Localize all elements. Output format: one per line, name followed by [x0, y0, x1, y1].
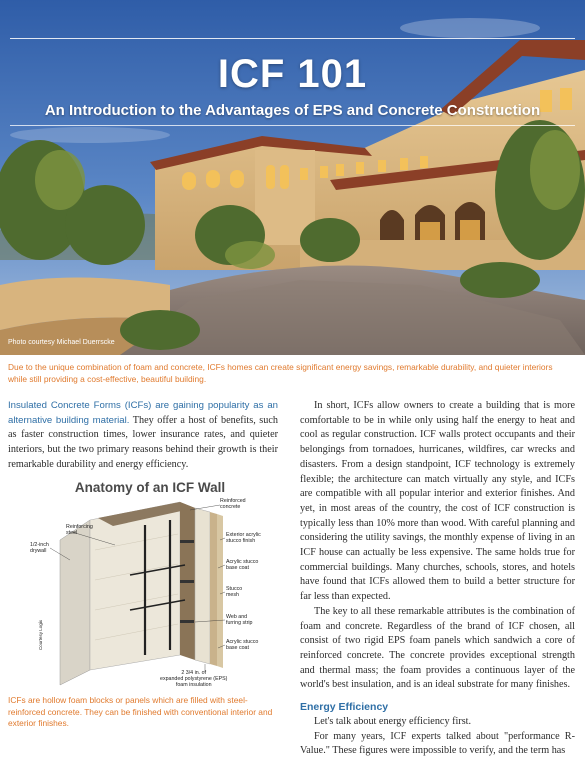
icf-wall-diagram: [20, 480, 280, 692]
intro-rest: They offer a host of benefits, such as faster construction times, lower insurance rates, and quieter interiors, but the two primary reasons behind their growth is their remarkable durability and energy efficiency.: [8, 414, 278, 470]
body-paragraph-1: In short, ICFs allow owners to create a building that is more comfortable to be in while only using half the energy to heat and cool as regular construction. ICF walls protect occupants and their belongings from tornadoes, hurricanes, wildfires, car wrecks and disasters. From a design standpoint, ICF technology is extremely flexible; the architecture can match virtually any style, and ICFs are compatible with all popular interior and exterior finishes. And yet, in most areas of the country, the cost of ICF construction is typically less than 10% more than wood. With careful planning and considering the utility savings, the monthly expense of living in an ICF house can actually be less expensive. The same holds true for commercial buildings. Many churches, schools, stores, and hotels have found that ICFs allowed them to build a better structure for far less than expected.: [300, 400, 575, 603]
page-subtitle: An Introduction to the Advantages of EPS and Concrete Construction: [44, 102, 541, 119]
right-column: [300, 399, 575, 759]
label-drywall: 1/2-inch drywall: [30, 542, 49, 555]
intro-paragraph: [8, 399, 278, 473]
body-paragraph-2: The key to all these remarkable attributes is the combination of foam and concrete. Regardless of the brand of ICF chosen, all consist of two rigid EPS foam panels which sandwich a core of reinforced concrete. The concrete provides exceptional strength and thermal mass; the foam provides a continuous layer of the world's best insulation, and is an ideal substrate for many finishes.: [300, 605, 575, 691]
diagram-title: Anatomy of an ICF Wall: [74, 480, 226, 495]
hero-top-rule: [10, 38, 575, 39]
photo-credit: Photo courtesy Michael Duerrscke: [8, 339, 115, 346]
label-exterior-finish: Exterior acrylic stucco finish: [226, 532, 261, 545]
label-foam-insulation: 2 3/4 in. of expanded polystyrene (EPS) foam insulation: [160, 670, 228, 689]
section-heading-energy: Energy Efficiency: [300, 701, 389, 714]
page-title: ICF 101: [217, 52, 368, 96]
label-reinforcing-steel: Reinforcing steel: [66, 524, 93, 537]
label-acrylic-base: Acrylic stucco base coat: [226, 639, 259, 652]
hero-photo: [0, 0, 585, 355]
body-paragraph-3: Let's talk about energy efficiency first.: [314, 716, 472, 728]
intro-highlight: Insulated Concrete Forms (ICFs) are gaining popularity as an alternative building material.: [8, 400, 278, 426]
label-web-strip: Web and furring strip: [226, 614, 253, 627]
label-base-coat: Acrylic stucco base coat: [226, 559, 259, 572]
body-paragraph-4: For many years, ICF experts talked about "performance R-Value." These figures were impossible to verify, and the term has: [300, 730, 575, 757]
hero-bottom-rule: [10, 125, 575, 126]
label-reinforced-concrete: Reinforced concrete: [220, 498, 246, 511]
label-stucco-mesh: Stucco mesh: [226, 586, 243, 599]
diagram-inner-credit: Courtesy Logix: [38, 619, 43, 650]
diagram-caption: ICFs are hollow foam blocks or panels which are filled with steel-reinforced concrete. They can be finished with conventional interior and exterior finishes.: [8, 695, 273, 728]
hero-caption: Due to the unique combination of foam and concrete, ICFs homes can create significant energy savings, remarkable durability, and quieter interiors while still providing a cost-effective, beautiful building.: [8, 362, 553, 384]
left-column: [8, 399, 278, 473]
